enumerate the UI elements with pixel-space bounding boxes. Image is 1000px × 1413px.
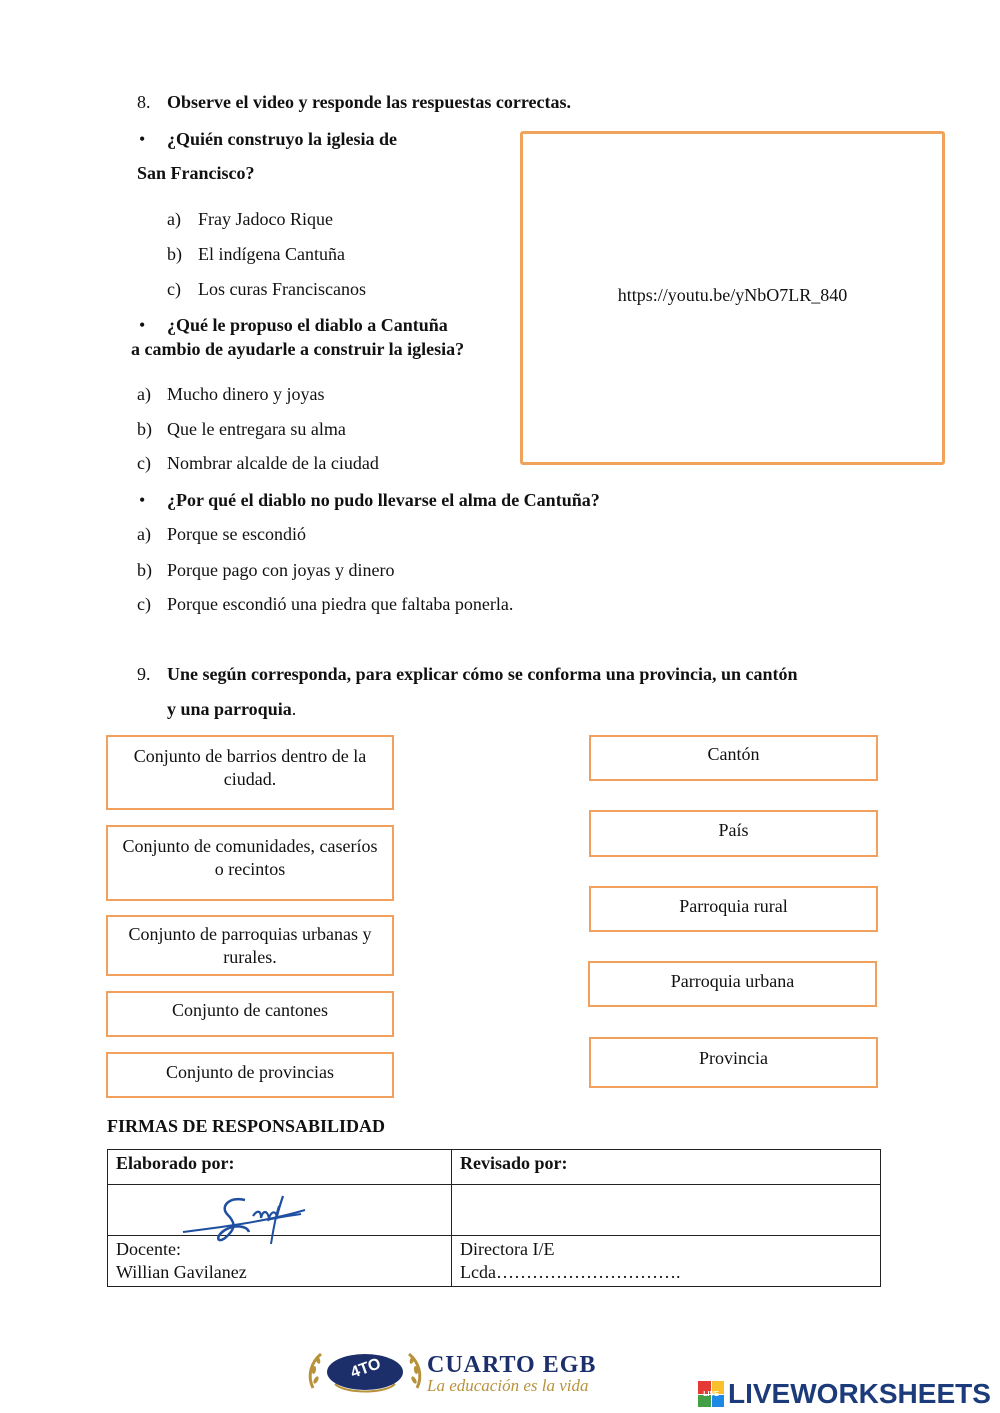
q8-number: 8. <box>137 92 151 112</box>
match-left-text: Conjunto de parroquias urbanas y rurales. <box>128 924 372 967</box>
col2-header: Revisado por: <box>452 1150 881 1185</box>
match-left-text: Conjunto de comunidades, caseríos o recintos <box>122 836 378 879</box>
q8-title: Observe el video y responde las respuestas correctas. <box>167 92 571 112</box>
liveworksheets-brand[interactable] <box>698 1378 991 1410</box>
video-box[interactable] <box>520 131 945 465</box>
handwritten-signature <box>175 1188 315 1258</box>
q9-title-line1: Une según corresponda, para explicar cómo se conforma una provincia, un cantón <box>167 664 798 684</box>
q2-option-b: Que le entregara su alma <box>167 419 346 439</box>
q1-option-b-letter: b) <box>167 244 182 264</box>
video-link[interactable]: https://youtu.be/yNbO7LR_840 <box>617 285 848 305</box>
q1-option-c-letter: c) <box>167 279 181 299</box>
col2-signer <box>452 1236 881 1287</box>
match-right-text: Provincia <box>699 1048 768 1068</box>
match-left-box[interactable] <box>106 1052 394 1098</box>
q3-option-c-letter: c) <box>137 594 151 614</box>
match-left-box[interactable] <box>106 825 394 901</box>
q9-title-line2 <box>167 698 296 720</box>
col1-name: Willian Gavilanez <box>116 1262 247 1282</box>
q9-title-end: . <box>291 699 297 719</box>
q8-sub3: • ¿Por qué el diablo no pudo llevarse el alma de Cantuña? <box>167 489 600 511</box>
q1-option-a-letter: a) <box>167 209 181 229</box>
match-left-text: Conjunto de barrios dentro de la ciudad. <box>133 746 367 789</box>
signature-cell-empty <box>452 1185 881 1236</box>
q3-option-b: Porque pago con joyas y dinero <box>167 560 395 580</box>
col1-role: Docente: <box>116 1239 181 1259</box>
match-right-box[interactable] <box>589 735 878 781</box>
match-right-text: Cantón <box>707 744 760 764</box>
match-left-box[interactable] <box>106 735 394 810</box>
signatures-heading: FIRMAS DE RESPONSABILIDAD <box>107 1116 386 1136</box>
match-right-text: Parroquia rural <box>679 896 788 916</box>
q8-sub2-line2: a cambio de ayudarle a construir la iglesia? <box>131 339 465 359</box>
liveworksheets-logo-text: LIVE <box>703 1390 719 1398</box>
q2-option-c-letter: c) <box>137 453 151 473</box>
match-right-box[interactable] <box>589 886 878 932</box>
match-right-text: País <box>718 820 749 840</box>
school-title: CUARTO EGB <box>427 1352 597 1378</box>
match-left-box[interactable] <box>106 991 394 1037</box>
q9-number: 9. <box>137 664 151 684</box>
q2-option-a-letter: a) <box>137 384 151 404</box>
match-right-box[interactable] <box>589 1037 878 1088</box>
liveworksheets-logo-icon <box>698 1381 724 1407</box>
match-left-box[interactable] <box>106 915 394 976</box>
col2-role: Directora I/E <box>460 1239 555 1259</box>
match-right-text: Parroquia urbana <box>670 971 795 991</box>
q8-sub1-line1: • ¿Quién construyo la iglesia de <box>167 128 397 150</box>
q8-sub2-line1: • ¿Qué le propuso el diablo a Cantuña <box>167 314 448 336</box>
q3-option-c: Porque escondió una piedra que faltaba ponerla. <box>167 594 514 614</box>
q1-option-b: El indígena Cantuña <box>198 244 345 264</box>
q3-option-a-letter: a) <box>137 524 151 544</box>
q1-option-a: Fray Jadoco Rique <box>198 209 333 229</box>
q1-option-c: Los curas Franciscanos <box>198 279 366 299</box>
q2-option-c: Nombrar alcalde de la ciudad <box>167 453 379 473</box>
match-right-box[interactable] <box>588 961 877 1007</box>
liveworksheets-wordmark: LIVEWORKSHEETS <box>728 1378 991 1409</box>
col2-name: Lcda…………………………. <box>460 1262 681 1282</box>
q9-title-line2-bold: y una parroquia <box>167 699 292 719</box>
q2-option-a: Mucho dinero y joyas <box>167 384 325 404</box>
match-left-text: Conjunto de cantones <box>172 1000 328 1020</box>
match-left-text: Conjunto de provincias <box>166 1062 334 1082</box>
q2-option-b-letter: b) <box>137 419 152 439</box>
badge-text: 4TO <box>348 1355 384 1382</box>
match-right-box[interactable] <box>589 810 878 857</box>
school-logo <box>305 1348 690 1398</box>
q3-option-b-letter: b) <box>137 560 152 580</box>
col1-header: Elaborado por: <box>108 1150 452 1185</box>
q3-option-a: Porque se escondió <box>167 524 306 544</box>
school-slogan: La educación es la vida <box>427 1376 589 1395</box>
q8-sub1-line2: San Francisco? <box>137 163 255 183</box>
